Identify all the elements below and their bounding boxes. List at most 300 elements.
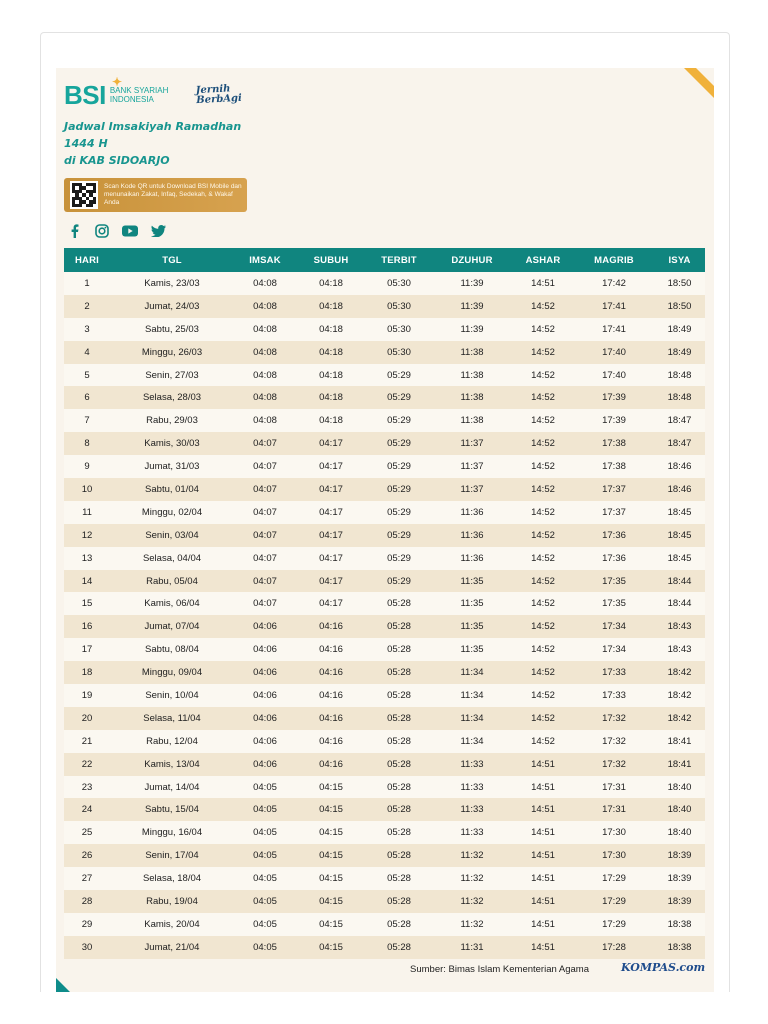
table-cell: 14:52 bbox=[531, 689, 555, 701]
table-cell: 14:52 bbox=[531, 392, 555, 404]
table-cell: 05:28 bbox=[387, 941, 411, 953]
table-cell: 17:40 bbox=[602, 369, 626, 381]
table-cell: 11:32 bbox=[460, 918, 484, 930]
table-cell: 14:52 bbox=[531, 369, 555, 381]
qr-banner[interactable] bbox=[64, 178, 247, 212]
table-cell: 16 bbox=[81, 621, 93, 633]
table-cell: 05:28 bbox=[387, 598, 411, 610]
table-cell: 17:32 bbox=[602, 735, 626, 747]
title-line-1: Jadwal Imsakiyah Ramadhan bbox=[64, 120, 242, 133]
table-cell: 11:39 bbox=[460, 300, 484, 312]
table-cell: 12 bbox=[81, 529, 93, 541]
table-cell: 18:46 bbox=[667, 483, 692, 495]
table-cell: 21 bbox=[81, 735, 93, 747]
page-title bbox=[64, 118, 324, 169]
corner-ornament-bottom-left bbox=[56, 978, 70, 992]
table-cell: 14:51 bbox=[531, 873, 555, 885]
table-cell: 17:33 bbox=[602, 667, 626, 679]
table-cell: 05:28 bbox=[387, 758, 411, 770]
table-cell: 18:45 bbox=[667, 552, 692, 564]
schedule-table bbox=[64, 248, 705, 959]
table-cell: 05:28 bbox=[387, 621, 411, 633]
table-cell: 14:51 bbox=[531, 850, 555, 862]
table-cell: 6 bbox=[84, 392, 90, 404]
table-cell: 04:05 bbox=[253, 850, 277, 862]
table-cell: 04:16 bbox=[319, 712, 343, 724]
table-cell: 14:52 bbox=[531, 529, 555, 541]
table-cell: 04:07 bbox=[253, 529, 277, 541]
table-cell: 17:29 bbox=[602, 873, 626, 885]
table-cell: Rabu, 29/03 bbox=[146, 415, 198, 427]
table-cell: 27 bbox=[81, 873, 93, 885]
kompas-logo: KOMPAS.com bbox=[621, 961, 706, 974]
table-cell: 04:08 bbox=[253, 300, 277, 312]
table-cell: 05:29 bbox=[387, 461, 411, 473]
table-cell: 04:08 bbox=[253, 415, 277, 427]
column-header: TGL bbox=[110, 248, 234, 272]
table-row bbox=[64, 501, 705, 524]
table-cell: 17:30 bbox=[602, 827, 626, 839]
table-cell: 04:08 bbox=[253, 392, 277, 404]
table-cell: 17:32 bbox=[602, 758, 626, 770]
table-cell: 11:32 bbox=[460, 873, 484, 885]
table-cell: 18:39 bbox=[667, 850, 692, 862]
table-cell: 17:39 bbox=[602, 415, 626, 427]
table-cell: 17:37 bbox=[602, 506, 626, 518]
table-cell: 04:18 bbox=[319, 346, 343, 358]
table-cell: Minggu, 02/04 bbox=[141, 506, 203, 518]
table-cell: 04:17 bbox=[319, 461, 343, 473]
table-cell: Jumat, 14/04 bbox=[144, 781, 200, 793]
table-cell: 05:28 bbox=[387, 689, 411, 701]
table-cell: 17:41 bbox=[602, 300, 626, 312]
table-cell: 04:07 bbox=[253, 552, 277, 564]
table-cell: 14:52 bbox=[531, 415, 555, 427]
table-cell: 7 bbox=[84, 415, 90, 427]
title-line-3: di KAB SIDOARJO bbox=[64, 154, 170, 167]
table-cell: Selasa, 28/03 bbox=[142, 392, 202, 404]
table-cell: 17:31 bbox=[602, 781, 626, 793]
table-cell: Senin, 03/04 bbox=[145, 529, 199, 541]
table-cell: 05:29 bbox=[387, 369, 411, 381]
table-cell: 11:39 bbox=[460, 323, 484, 335]
qr-banner-text: Scan Kode QR untuk Download BSI Mobile dan menunaikan Zakat, Infaq, Sedekah, & Wakaf Anda bbox=[104, 183, 242, 206]
table-cell: 05:30 bbox=[387, 323, 411, 335]
table-row bbox=[64, 615, 705, 638]
table-cell: Minggu, 09/04 bbox=[141, 667, 203, 679]
table-cell: 04:15 bbox=[319, 804, 343, 816]
table-cell: 04:17 bbox=[319, 529, 343, 541]
table-cell: 04:08 bbox=[253, 323, 277, 335]
table-cell: Kamis, 20/04 bbox=[144, 918, 200, 930]
table-row bbox=[64, 638, 705, 661]
column-header: IMSAK bbox=[234, 248, 296, 272]
table-cell: 11:38 bbox=[460, 415, 484, 427]
table-row bbox=[64, 272, 705, 295]
table-cell: 17:28 bbox=[602, 941, 626, 953]
table-cell: 17:32 bbox=[602, 712, 626, 724]
table-cell: 18:40 bbox=[667, 804, 692, 816]
instagram-icon[interactable] bbox=[94, 223, 110, 239]
table-cell: 18:44 bbox=[667, 598, 692, 610]
table-cell: 05:28 bbox=[387, 895, 411, 907]
table-cell: 11:33 bbox=[460, 804, 484, 816]
table-cell: Kamis, 23/03 bbox=[144, 277, 200, 289]
column-header: ISYA bbox=[654, 248, 705, 272]
table-cell: 04:18 bbox=[319, 277, 343, 289]
table-cell: 05:29 bbox=[387, 506, 411, 518]
table-cell: Sabtu, 25/03 bbox=[145, 323, 199, 335]
brand-logos bbox=[64, 75, 242, 110]
table-cell: 05:29 bbox=[387, 392, 411, 404]
table-cell: Rabu, 12/04 bbox=[146, 735, 198, 747]
table-cell: 05:29 bbox=[387, 552, 411, 564]
table-cell: 05:28 bbox=[387, 735, 411, 747]
table-cell: 17:40 bbox=[602, 346, 626, 358]
table-cell: 11:35 bbox=[460, 575, 484, 587]
table-cell: 14:52 bbox=[531, 552, 555, 564]
table-cell: 04:06 bbox=[253, 644, 277, 656]
table-cell: 11:34 bbox=[460, 667, 484, 679]
table-cell: 18:43 bbox=[667, 621, 692, 633]
table-cell: 11 bbox=[82, 506, 92, 518]
table-cell: 05:28 bbox=[387, 827, 411, 839]
table-cell: 05:29 bbox=[387, 575, 411, 587]
table-cell: Senin, 27/03 bbox=[145, 369, 199, 381]
table-cell: Kamis, 30/03 bbox=[144, 438, 200, 450]
table-cell: 05:29 bbox=[387, 529, 411, 541]
table-cell: 17 bbox=[81, 644, 93, 656]
table-cell: 04:17 bbox=[319, 483, 343, 495]
table-row bbox=[64, 867, 705, 890]
table-cell: 04:17 bbox=[319, 552, 343, 564]
star-icon: ✦ bbox=[112, 75, 122, 89]
table-cell: Rabu, 05/04 bbox=[146, 575, 198, 587]
table-cell: 18:39 bbox=[667, 895, 692, 907]
table-cell: 14:51 bbox=[531, 781, 555, 793]
table-cell: 04:08 bbox=[253, 346, 277, 358]
table-cell: 18:39 bbox=[667, 873, 692, 885]
table-cell: 9 bbox=[84, 461, 90, 473]
table-cell: 17:29 bbox=[602, 895, 626, 907]
table-cell: 14:51 bbox=[531, 918, 555, 930]
table-cell: 05:28 bbox=[387, 850, 411, 862]
table-cell: 17:36 bbox=[602, 529, 626, 541]
table-cell: 11:32 bbox=[460, 895, 484, 907]
table-cell: 17:41 bbox=[602, 323, 626, 335]
social-links bbox=[66, 223, 166, 239]
table-cell: 04:15 bbox=[319, 918, 343, 930]
table-cell: 11:33 bbox=[460, 781, 484, 793]
table-row bbox=[64, 364, 705, 387]
table-cell: 14:52 bbox=[531, 575, 555, 587]
table-cell: 18:47 bbox=[667, 438, 692, 450]
table-cell: Kamis, 06/04 bbox=[144, 598, 200, 610]
qr-code-icon bbox=[70, 181, 98, 209]
table-row bbox=[64, 524, 705, 547]
table-row bbox=[64, 730, 705, 753]
table-row bbox=[64, 478, 705, 501]
table-cell: 14:51 bbox=[531, 895, 555, 907]
table-cell: 5 bbox=[84, 369, 90, 381]
table-cell: Sabtu, 08/04 bbox=[145, 644, 199, 656]
table-cell: Minggu, 26/03 bbox=[141, 346, 203, 358]
table-cell: 04:18 bbox=[319, 415, 343, 427]
table-cell: 05:29 bbox=[387, 415, 411, 427]
table-cell: 11:38 bbox=[460, 346, 484, 358]
table-cell: 04:05 bbox=[253, 827, 277, 839]
table-cell: 20 bbox=[81, 712, 93, 724]
table-cell: 18:40 bbox=[667, 781, 692, 793]
table-cell: 10 bbox=[81, 483, 93, 495]
table-cell: 19 bbox=[81, 689, 93, 701]
table-cell: Sabtu, 01/04 bbox=[145, 483, 199, 495]
table-cell: 04:05 bbox=[253, 895, 277, 907]
table-cell: 3 bbox=[84, 323, 90, 335]
table-cell: 11:34 bbox=[460, 712, 484, 724]
table-cell: Selasa, 18/04 bbox=[142, 873, 202, 885]
table-cell: Jumat, 21/04 bbox=[144, 941, 200, 953]
table-cell: 17:42 bbox=[602, 277, 626, 289]
table-row bbox=[64, 890, 705, 913]
table-cell: 04:07 bbox=[253, 461, 277, 473]
twitter-icon[interactable] bbox=[150, 223, 166, 239]
table-cell: 11:35 bbox=[460, 621, 484, 633]
table-cell: 18:42 bbox=[667, 689, 692, 701]
table-cell: 04:16 bbox=[319, 689, 343, 701]
table-cell: 18:47 bbox=[667, 415, 692, 427]
table-cell: 04:18 bbox=[319, 323, 343, 335]
table-cell: Senin, 17/04 bbox=[145, 850, 199, 862]
table-cell: 11:33 bbox=[460, 827, 484, 839]
table-cell: 18:44 bbox=[667, 575, 692, 587]
table-cell: 04:15 bbox=[319, 873, 343, 885]
table-row bbox=[64, 318, 705, 341]
table-cell: 11:38 bbox=[460, 369, 484, 381]
table-row bbox=[64, 432, 705, 455]
table-cell: 11:36 bbox=[460, 552, 484, 564]
table-cell: 25 bbox=[81, 827, 93, 839]
table-cell: 1 bbox=[84, 277, 90, 289]
youtube-icon[interactable] bbox=[122, 223, 138, 239]
source-caption: Sumber: Bimas Islam Kementerian Agama bbox=[410, 964, 589, 975]
table-row bbox=[64, 913, 705, 936]
table-cell: 17:36 bbox=[602, 552, 626, 564]
table-row bbox=[64, 798, 705, 821]
table-cell: 18:49 bbox=[667, 346, 692, 358]
table-cell: 14:52 bbox=[531, 300, 555, 312]
table-cell: 04:06 bbox=[253, 712, 277, 724]
table-cell: 04:18 bbox=[319, 392, 343, 404]
table-cell: 17:33 bbox=[602, 689, 626, 701]
table-cell: 17:34 bbox=[602, 644, 626, 656]
bsi-logo-text: BSI bbox=[64, 80, 106, 110]
table-cell: 11:39 bbox=[460, 277, 484, 289]
table-cell: 05:30 bbox=[387, 346, 411, 358]
table-cell: Sabtu, 15/04 bbox=[145, 804, 199, 816]
table-cell: 14:52 bbox=[531, 598, 555, 610]
table-row bbox=[64, 570, 705, 593]
table-cell: 15 bbox=[81, 598, 93, 610]
table-cell: 18:41 bbox=[667, 735, 692, 747]
table-cell: 04:07 bbox=[253, 438, 277, 450]
table-cell: 14:52 bbox=[531, 506, 555, 518]
table-row bbox=[64, 844, 705, 867]
table-cell: Senin, 10/04 bbox=[145, 689, 199, 701]
table-cell: 05:30 bbox=[387, 300, 411, 312]
table-cell: Selasa, 04/04 bbox=[142, 552, 202, 564]
table-cell: 17:39 bbox=[602, 392, 626, 404]
table-cell: 05:30 bbox=[387, 277, 411, 289]
column-header: DZUHUR bbox=[432, 248, 512, 272]
table-cell: Jumat, 24/03 bbox=[144, 300, 200, 312]
table-cell: 04:08 bbox=[253, 369, 277, 381]
table-cell: 13 bbox=[81, 552, 93, 564]
table-cell: 14:52 bbox=[531, 438, 555, 450]
table-cell: 14:52 bbox=[531, 323, 555, 335]
table-cell: Jumat, 31/03 bbox=[144, 461, 200, 473]
table-cell: 18:42 bbox=[667, 667, 692, 679]
table-cell: 14:52 bbox=[531, 667, 555, 679]
title-line-2: 1444 H bbox=[64, 137, 108, 150]
table-cell: 17:38 bbox=[602, 461, 626, 473]
table-cell: 14:52 bbox=[531, 461, 555, 473]
table-header bbox=[64, 248, 705, 272]
table-cell: 17:35 bbox=[602, 575, 626, 587]
facebook-icon[interactable] bbox=[66, 223, 82, 239]
table-cell: 18:45 bbox=[667, 529, 692, 541]
column-header: HARI bbox=[64, 248, 110, 272]
table-cell: 8 bbox=[84, 438, 90, 450]
table-row bbox=[64, 592, 705, 615]
table-cell: 05:29 bbox=[387, 438, 411, 450]
table-cell: 14:52 bbox=[531, 735, 555, 747]
imsakiyah-poster bbox=[56, 68, 714, 992]
corner-ornament-inner bbox=[696, 68, 714, 86]
table-cell: 14:51 bbox=[531, 827, 555, 839]
table-cell: 04:05 bbox=[253, 918, 277, 930]
table-cell: 14:52 bbox=[531, 644, 555, 656]
table-row bbox=[64, 295, 705, 318]
jernih-berbagi-logo bbox=[195, 84, 242, 106]
table-cell: 04:06 bbox=[253, 735, 277, 747]
table-cell: 18:45 bbox=[667, 506, 692, 518]
table-cell: 05:28 bbox=[387, 712, 411, 724]
table-cell: 11:35 bbox=[460, 644, 484, 656]
table-row bbox=[64, 661, 705, 684]
table-cell: 05:28 bbox=[387, 804, 411, 816]
table-row bbox=[64, 455, 705, 478]
table-row bbox=[64, 936, 705, 959]
table-cell: 17:30 bbox=[602, 850, 626, 862]
table-cell: 17:37 bbox=[602, 483, 626, 495]
table-cell: 2 bbox=[84, 300, 90, 312]
table-row bbox=[64, 707, 705, 730]
table-cell: 04:17 bbox=[319, 575, 343, 587]
table-cell: 14:51 bbox=[531, 941, 555, 953]
table-cell: 11:34 bbox=[460, 689, 484, 701]
table-cell: 26 bbox=[81, 850, 93, 862]
table-row bbox=[64, 386, 705, 409]
table-cell: 18:41 bbox=[667, 758, 692, 770]
table-cell: 17:35 bbox=[602, 598, 626, 610]
table-cell: 11:31 bbox=[460, 941, 484, 953]
table-cell: 04:16 bbox=[319, 667, 343, 679]
bsi-logo bbox=[64, 75, 122, 110]
table-cell: 17:31 bbox=[602, 804, 626, 816]
table-cell: 04:15 bbox=[319, 827, 343, 839]
table-cell: 23 bbox=[81, 781, 93, 793]
table-cell: 28 bbox=[81, 895, 93, 907]
table-cell: 04:06 bbox=[253, 621, 277, 633]
table-cell: 04:07 bbox=[253, 483, 277, 495]
table-row bbox=[64, 409, 705, 432]
table-cell: 05:28 bbox=[387, 873, 411, 885]
table-cell: 14:52 bbox=[531, 712, 555, 724]
table-row bbox=[64, 753, 705, 776]
table-cell: 14:52 bbox=[531, 346, 555, 358]
table-row bbox=[64, 821, 705, 844]
table-cell: 17:38 bbox=[602, 438, 626, 450]
table-cell: 18:38 bbox=[667, 918, 692, 930]
column-header: ASHAR bbox=[512, 248, 574, 272]
table-cell: Kamis, 13/04 bbox=[144, 758, 200, 770]
table-cell: 18:48 bbox=[667, 369, 692, 381]
table-cell: 29 bbox=[81, 918, 93, 930]
table-cell: 04:05 bbox=[253, 873, 277, 885]
table-cell: 04:06 bbox=[253, 667, 277, 679]
bank-name: BANK SYARIAH INDONESIA bbox=[109, 86, 169, 104]
table-cell: 18:40 bbox=[667, 827, 692, 839]
table-cell: 05:29 bbox=[387, 483, 411, 495]
table-cell: 04:17 bbox=[319, 598, 343, 610]
table-cell: 14:52 bbox=[531, 621, 555, 633]
table-cell: 04:15 bbox=[319, 781, 343, 793]
column-header: TERBIT bbox=[366, 248, 432, 272]
table-cell: 11:36 bbox=[460, 529, 484, 541]
table-cell: 24 bbox=[81, 804, 93, 816]
table-cell: 11:38 bbox=[460, 392, 484, 404]
table-cell: 05:28 bbox=[387, 918, 411, 930]
table-cell: 18:43 bbox=[667, 644, 692, 656]
table-row bbox=[64, 684, 705, 707]
table-cell: 11:37 bbox=[460, 461, 484, 473]
table-cell: 14:51 bbox=[531, 758, 555, 770]
table-cell: 11:37 bbox=[460, 438, 484, 450]
table-cell: 04:18 bbox=[319, 369, 343, 381]
table-cell: 04:08 bbox=[253, 277, 277, 289]
table-cell: 18:50 bbox=[667, 277, 692, 289]
table-row bbox=[64, 776, 705, 799]
table-cell: 18:42 bbox=[667, 712, 692, 724]
table-cell: 04:16 bbox=[319, 621, 343, 633]
table-cell: 04:16 bbox=[319, 758, 343, 770]
table-row bbox=[64, 547, 705, 570]
table-cell: 04:17 bbox=[319, 438, 343, 450]
table-cell: 04:17 bbox=[319, 506, 343, 518]
table-cell: 04:15 bbox=[319, 895, 343, 907]
table-cell: 04:18 bbox=[319, 300, 343, 312]
table-cell: 22 bbox=[81, 758, 93, 770]
table-cell: 18:46 bbox=[667, 461, 692, 473]
table-cell: 11:36 bbox=[460, 506, 484, 518]
table-cell: 18:49 bbox=[667, 323, 692, 335]
table-cell: 14:51 bbox=[531, 277, 555, 289]
table-cell: 14 bbox=[81, 575, 93, 587]
campaign-line-1: Jernih bbox=[195, 83, 231, 97]
table-cell: 11:34 bbox=[460, 735, 484, 747]
table-cell: 04:06 bbox=[253, 689, 277, 701]
